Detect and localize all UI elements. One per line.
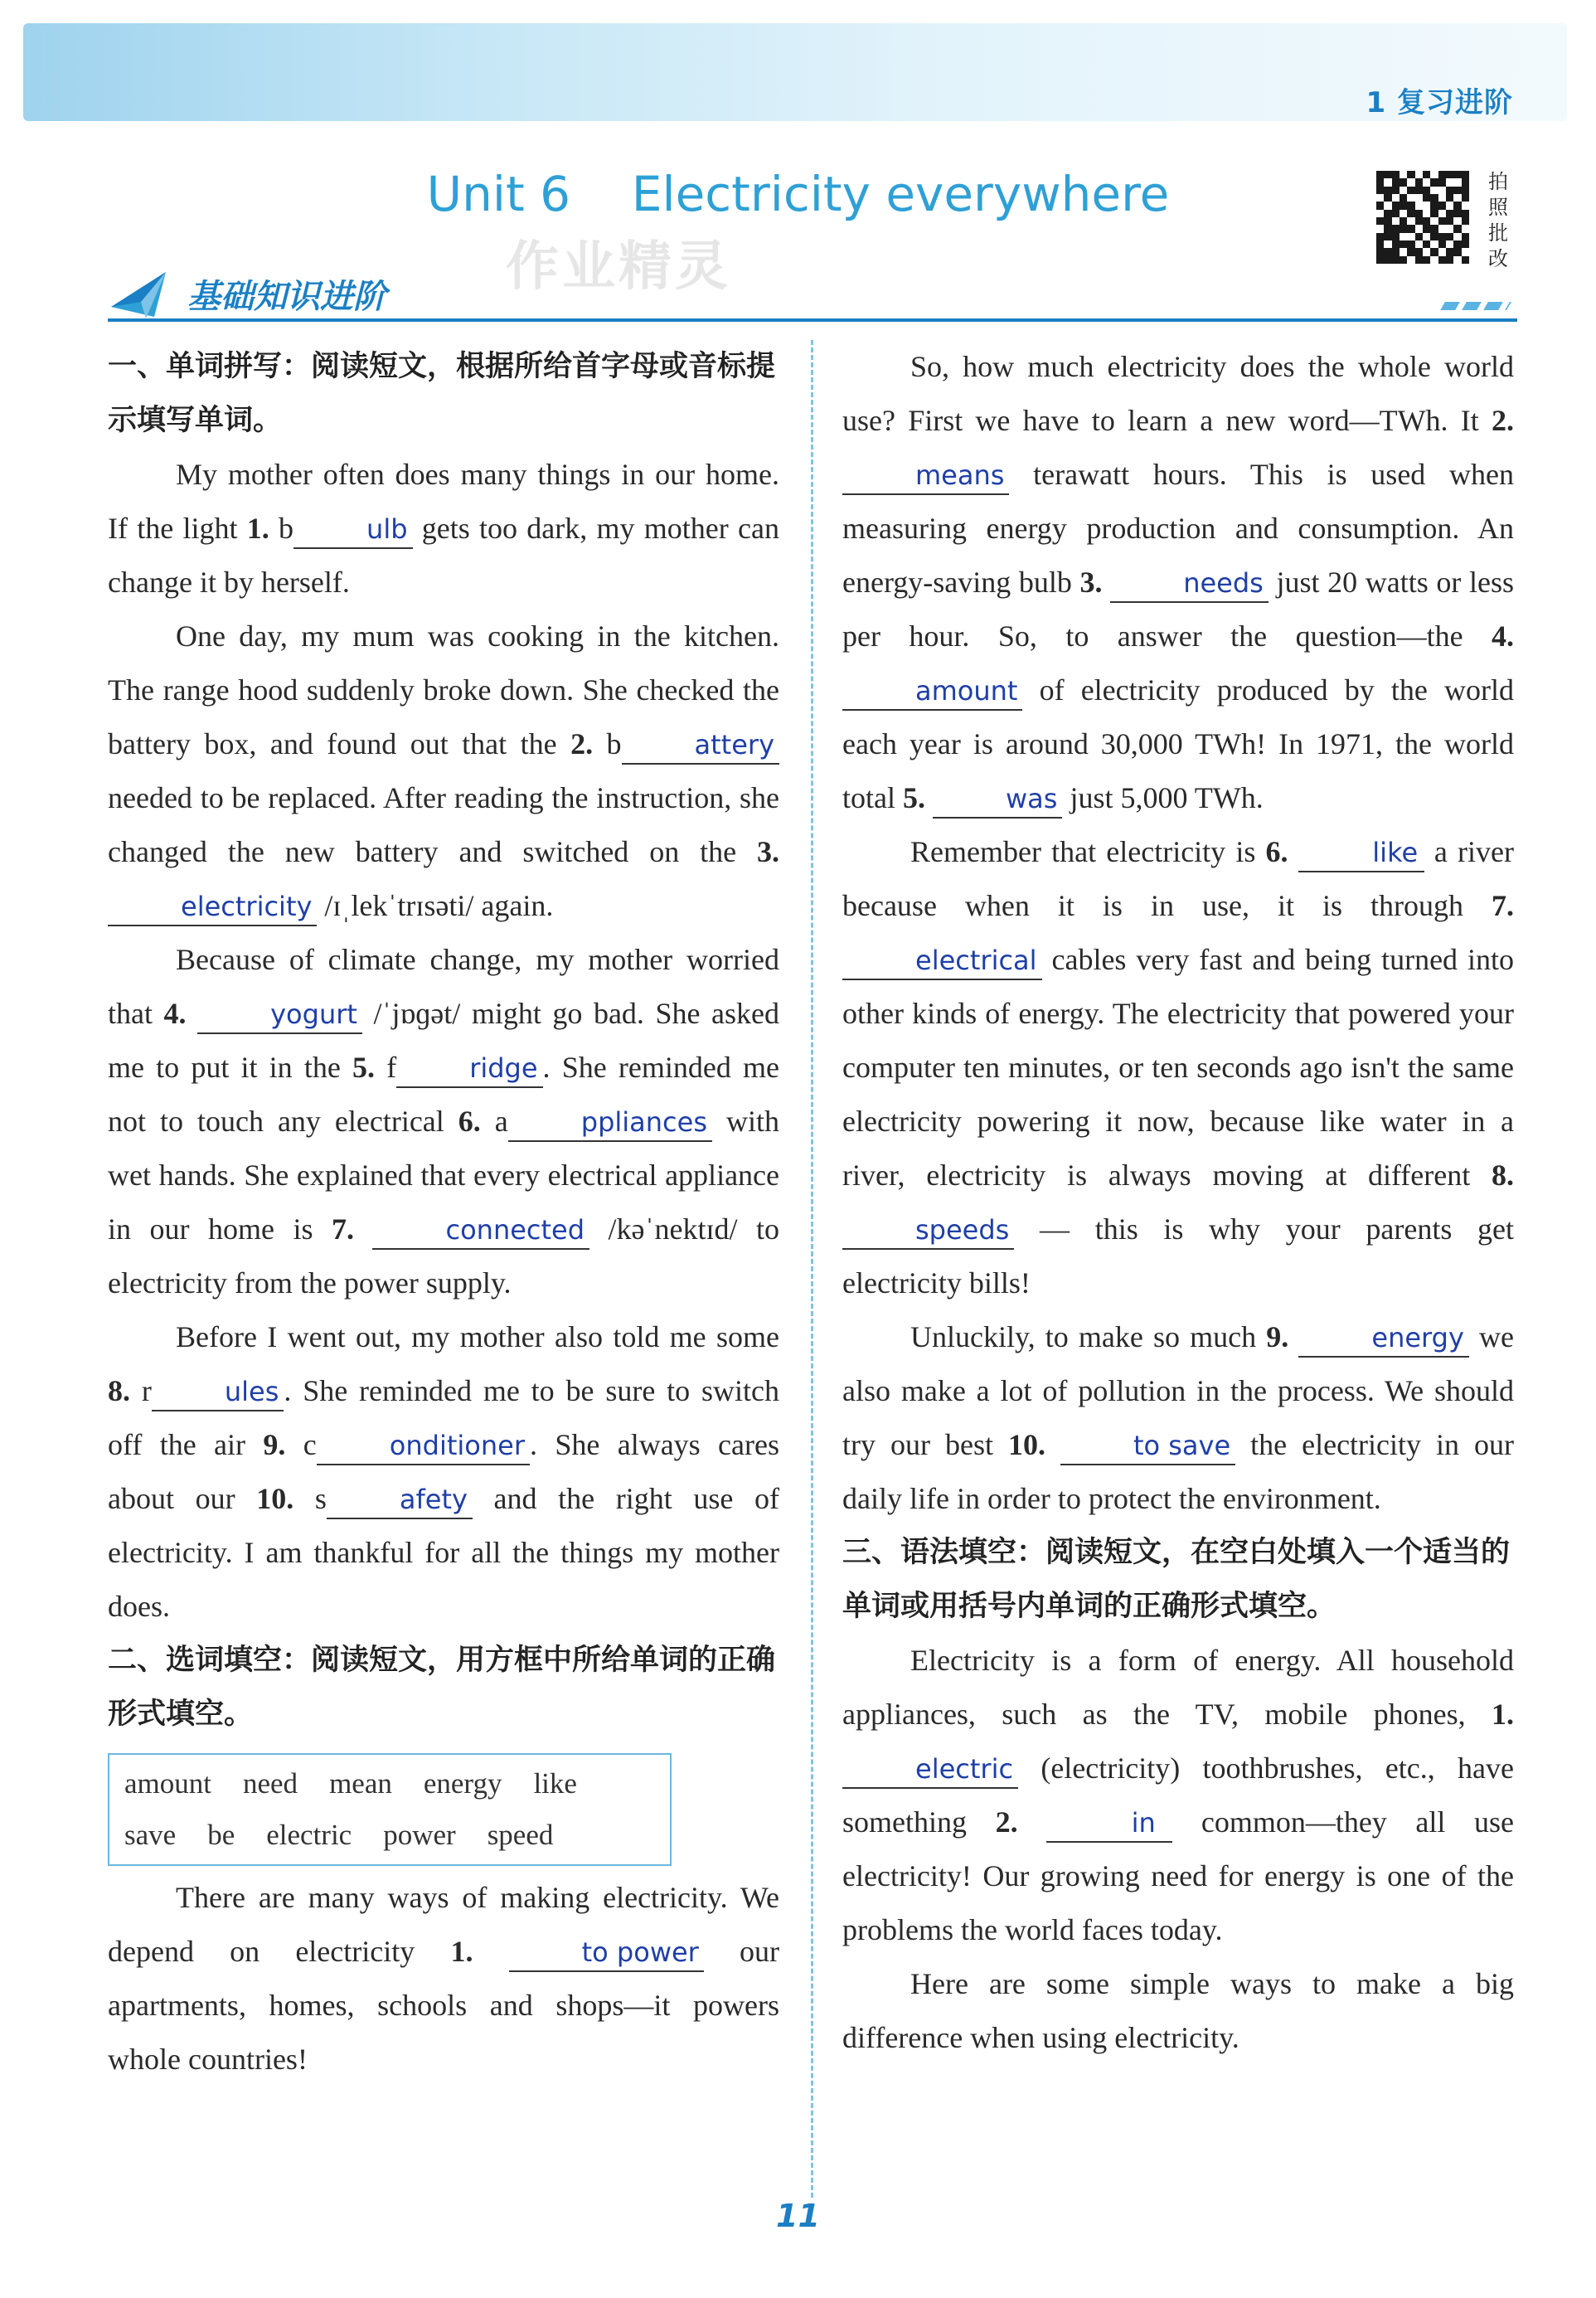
word-box-row-1: amount need mean energy like bbox=[124, 1767, 577, 1800]
paragraph-5: There are many ways of making electricity. We depend on electricity 1. to power our apartments, homes, schools and shops—it powers whole countries! bbox=[108, 1881, 780, 2076]
paragraph-3: Because of climate change, my mother worried that 4. yogurt /ˈjɒɡət/ might go bad. She asked me to put it in the 5. f ridge . She reminded me not to touch any electrical 6. a ppliances with wet hands. She explained that every electrical appliance in our home is 7. connected /kəˈnektɪd/ to electricity from the power supply. bbox=[108, 943, 780, 1300]
answer-blank[interactable]: yogurt bbox=[197, 996, 362, 1034]
section-heading-bar bbox=[108, 264, 1517, 323]
heading-dash-decoration bbox=[1440, 302, 1511, 310]
qr-label: 拍照批改 bbox=[1488, 170, 1508, 270]
answer-blank[interactable]: ridge bbox=[396, 1050, 542, 1088]
answer-blank[interactable]: to save bbox=[1060, 1427, 1235, 1465]
top-banner bbox=[23, 23, 1567, 121]
section-tag: 1 复习进阶 bbox=[1366, 86, 1513, 119]
paper-plane-icon bbox=[108, 269, 174, 322]
answer-blank[interactable]: electricity bbox=[108, 888, 317, 926]
answer-blank[interactable]: ulb bbox=[293, 511, 412, 549]
answer-blank[interactable]: was bbox=[933, 780, 1062, 819]
answer-blank[interactable]: connected bbox=[372, 1212, 589, 1250]
answer-blank[interactable]: means bbox=[842, 457, 1009, 495]
answer-blank[interactable]: onditioner bbox=[317, 1427, 530, 1465]
unit-title: Unit 6 Electricity everywhere bbox=[426, 166, 1170, 222]
part3-heading: 三、语法填空：阅读短文，在空白处填入一个适当的单词或用括号内单词的正确形式填空。 bbox=[842, 1536, 1511, 1623]
answer-blank[interactable]: in bbox=[1046, 1805, 1172, 1843]
watermark: 作业精灵 bbox=[506, 236, 731, 298]
paragraph-r2: Remember that electricity is 6. like a river because when it is in use, it is through 7. electrical cables very fast and being turned into other kinds of energy. The electricity that powered your computer ten minutes, or ten seconds ago isn't the same electricity powering it now, because like water in a river, electricity is always moving at different 8. speeds — this is why your parents get electricity bills! bbox=[842, 835, 1514, 1300]
answer-blank[interactable]: electric bbox=[842, 1751, 1018, 1789]
paragraph-1: My mother often does many things in our home. If the light 1. b ulb gets too dark, my mother can change it by herself. bbox=[108, 458, 779, 599]
answer-blank[interactable]: like bbox=[1298, 834, 1424, 872]
part1-heading: 一、单词拼写：阅读短文，根据所给首字母或音标提示填写单词。 bbox=[108, 350, 776, 437]
qr-code-icon[interactable] bbox=[1376, 171, 1469, 264]
section-heading: 基础知识进阶 bbox=[187, 278, 386, 316]
word-box-row-2: save be electric power speed bbox=[124, 1819, 554, 1851]
answer-blank[interactable]: electrical bbox=[842, 942, 1042, 980]
answer-blank[interactable]: energy bbox=[1298, 1319, 1469, 1358]
answer-blank[interactable]: to power bbox=[509, 1934, 704, 1972]
answer-blank[interactable]: amount bbox=[842, 673, 1022, 711]
paragraph-r5: Here are some simple ways to make a big difference when using electricity. bbox=[842, 1967, 1514, 2054]
answer-blank[interactable]: afety bbox=[327, 1481, 473, 1519]
page-number: 11 bbox=[776, 2198, 820, 2234]
paragraph-r3: Unluckily, to make so much 9. energy we also make a lot of pollution in the process. We should try our best 10. to save the electricity in our daily life in order to protect the environment. bbox=[842, 1320, 1515, 1515]
answer-blank[interactable]: speeds bbox=[842, 1212, 1014, 1250]
heading-underline bbox=[108, 318, 1517, 322]
right-column bbox=[842, 340, 1514, 2065]
part2-heading: 二、选词填空：阅读短文，用方框中所给单词的正确形式填空。 bbox=[108, 1644, 776, 1731]
left-column bbox=[108, 340, 779, 2087]
paragraph-r4: Electricity is a form of energy. All household appliances, such as the TV, mobile phones, 1. electric (electricity) toothbrushes, etc., have something 2. in common—they all use electricity! Our growing need for energy is one of the problems the world faces today. bbox=[842, 1644, 1515, 1946]
paragraph-4: Before I went out, my mother also told me some 8. r ules . She reminded me to be sure to switch off the air 9. c onditioner . She always cares about our 10. s afety and the right use of electricity. I am thankful for all the things my mother does. bbox=[108, 1320, 779, 1623]
paragraph-2: One day, my mum was cooking in the kitchen. The range hood suddenly broke down. She checked the battery box, and found out that the 2. b attery needed to be replaced. After reading the instruction, she changed the new battery and switched on the 3. electricity /ɪˌlekˈtrɪsəti/ again. bbox=[108, 610, 779, 933]
answer-blank[interactable]: needs bbox=[1110, 565, 1269, 603]
paragraph-r1: So, how much electricity does the whole world use? First we have to learn a new word—TWh. It 2. means terawatt hours. This is used when measuring energy production and consumption. An energy-saving bulb 3. needs just 20 watts or less per hour. So, to answer the question—the 4. amount of electricity produced by the world each year is around 30,000 TWh! In 1971, the world total 5. was just 5,000 TWh. bbox=[842, 340, 1514, 825]
answer-blank[interactable]: ules bbox=[152, 1373, 284, 1411]
answer-blank[interactable]: attery bbox=[622, 726, 779, 765]
column-divider bbox=[811, 340, 813, 2198]
word-box bbox=[108, 1753, 672, 1866]
answer-blank[interactable]: ppliances bbox=[508, 1104, 712, 1142]
